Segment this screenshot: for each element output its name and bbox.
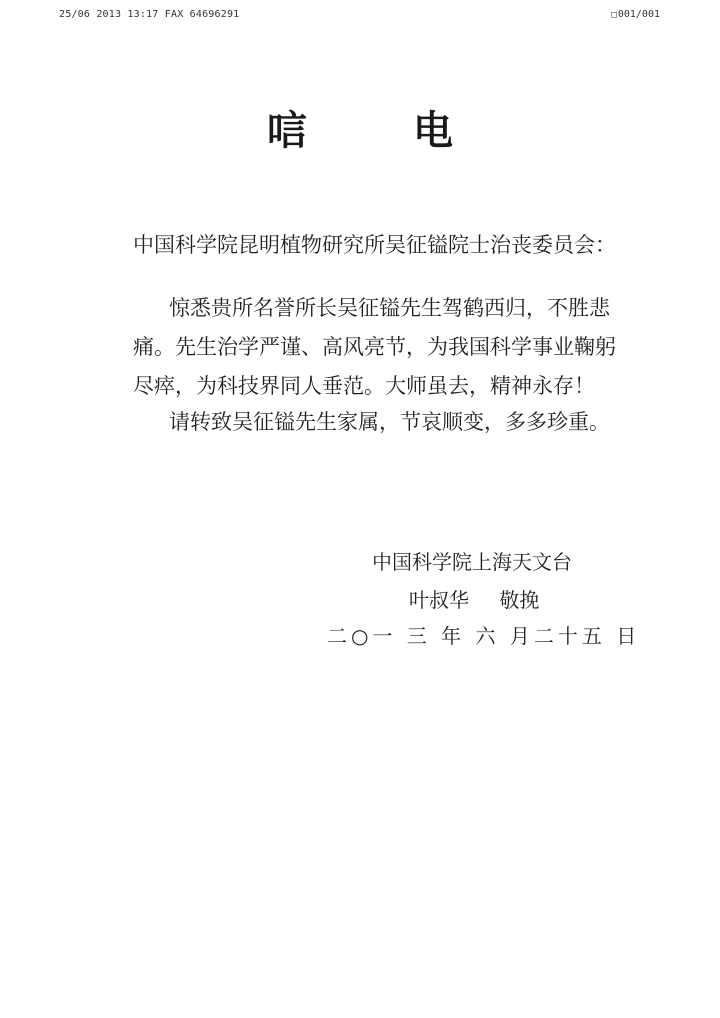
condolence-paragraph-2 bbox=[133, 403, 613, 442]
document-title: 唁 电 bbox=[267, 108, 499, 154]
addressee-line: 中国科学院昆明植物研究所吴征镒院士治丧委员会： bbox=[133, 233, 616, 257]
fax-page-counter bbox=[611, 9, 660, 20]
signature-organization: 中国科学院上海天文台 bbox=[372, 550, 572, 574]
paragraph1-line-3: 尽瘁，为科技界同人垂范。大师虽去，精神永存！ bbox=[133, 374, 595, 398]
fax-page-number: 001/001 bbox=[617, 9, 660, 20]
signature-date: 二○一 三 年 六 月二十五 日 bbox=[327, 624, 641, 648]
paragraph1-line-1: 惊悉贵所名誉所长吴征镒先生驾鹤西归，不胜悲 bbox=[169, 296, 610, 320]
paragraph1-line-2: 痛。先生治学严谨、高风亮节，为我国科学事业鞠躬 bbox=[133, 335, 616, 359]
fax-header-datetime: 25/06 2013 13:17 FAX 64696291 bbox=[59, 9, 240, 20]
paragraph2-line-1: 请转致吴征镒先生家属，节哀顺变，多多珍重。 bbox=[169, 410, 610, 434]
condolence-paragraph-1 bbox=[133, 289, 616, 406]
fax-page-icon: □ bbox=[611, 10, 617, 20]
signature-signer: 叶叔华 敬挽 bbox=[409, 588, 540, 612]
